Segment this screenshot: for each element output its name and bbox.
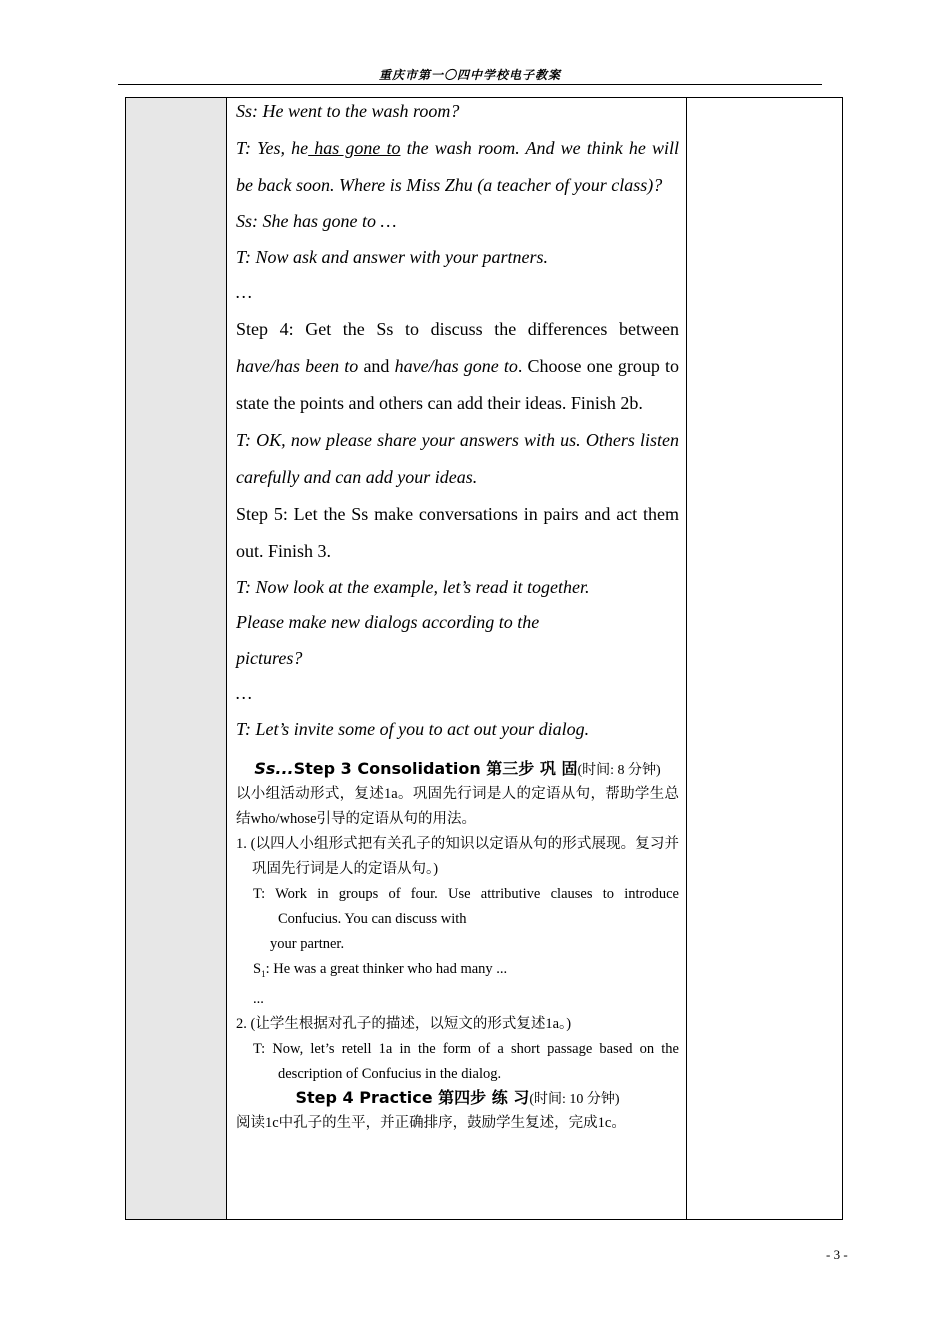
- teacher-line-continued: your partner.: [270, 936, 345, 952]
- teacher-line: T: Now, let’s retell 1a in the form of a short passage based on the description of Confucius in the dialog.: [253, 1040, 679, 1082]
- dialog-line: …: [236, 683, 253, 703]
- student-line: $S_1$: He was a great thinker who had many ...: [253, 961, 508, 979]
- page-number: - 3 -: [826, 1247, 848, 1262]
- step-4-intro: 阅读1c中孔子的生平，并正确排序，鼓励学生复述，完成1c。: [236, 1114, 626, 1131]
- dialog-line: Ss: He went to the wash room?: [236, 101, 460, 121]
- step-4-heading: Step 4 Practice 第四步 练 习(时间: 10 分钟): [295, 1087, 620, 1107]
- dialog-line: T: Now ask and answer with your partners.: [236, 246, 549, 267]
- dialog-line: T: Yes, he has gone to the wash room. And we think he will be back soon. Where is Miss Zhu (a teacher of your class)?: [236, 138, 679, 195]
- right-column: [686, 98, 842, 1219]
- step-3-item-1: 1. (以四人小组形式把有关孔子的知识以定语从句的形式展现。复习并巩固先行词是人的定语从句。): [236, 836, 679, 877]
- step-3-heading: Ss...Step 3 Consolidation 第三步 巩 固(时间: 8 分钟): [254, 759, 661, 778]
- dialog-line: pictures?: [236, 647, 303, 668]
- dialog-line: T: OK, now please share your answers with us. Others listen carefully and can add your ideas.: [236, 429, 679, 487]
- underlined-phrase: has gone to: [308, 138, 401, 158]
- left-column: [126, 98, 227, 1219]
- teacher-line: T: Work in groups of four. Use attributive clauses to introduce Confucius. You can discuss with: [253, 886, 679, 927]
- dialog-line: …: [236, 282, 253, 302]
- lesson-table: [125, 97, 843, 1220]
- step-3-item-2: 2. (让学生根据对孔子的描述，以短文的形式复述1a。): [236, 1015, 572, 1032]
- dialog-line: Ss: She has gone to …: [236, 211, 397, 231]
- header-divider: [118, 84, 822, 85]
- school-header-title: 重庆市第一〇四中学校电子教案: [378, 68, 561, 82]
- dialog-line: Please make new dialogs according to the: [236, 612, 540, 632]
- content-column: [227, 98, 687, 1219]
- step-5-paragraph: Step 5: Let the Ss make conversations in pairs and act them out. Finish 3.: [236, 503, 679, 561]
- dialog-line: T: Let’s invite some of you to act out your dialog.: [236, 718, 590, 739]
- ellipsis-line: ...: [253, 990, 264, 1007]
- step-3-intro: 以小组活动形式，复述1a。巩固先行词是人的定语从句，帮助学生总结who/whose引导的定语从句的用法。: [236, 786, 679, 827]
- dialog-line: T: Now look at the example, let’s read it together.: [236, 576, 590, 597]
- step-4-paragraph: Step 4: Get the Ss to discuss the differences between have/has been to and have/has gone to. Choose one group to state the points and others can add their ideas. Finish 2b.: [236, 318, 679, 413]
